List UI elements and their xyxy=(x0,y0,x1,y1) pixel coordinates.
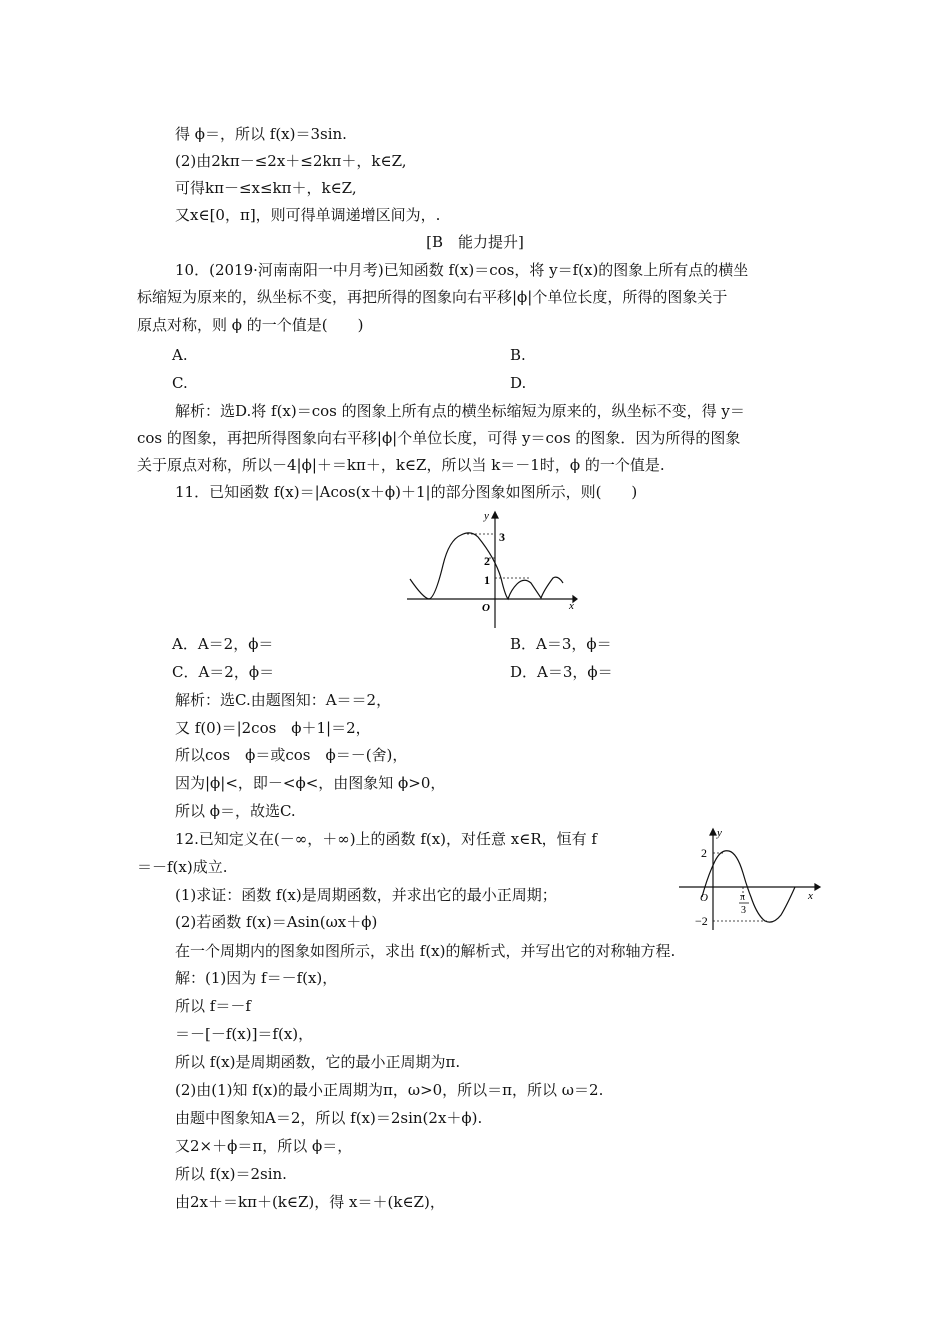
text-line: 得 ϕ＝，所以 f(x)＝3sin. xyxy=(175,125,347,143)
text-line: 由题中图象知A＝2，所以 f(x)＝2sin(2x＋ϕ). xyxy=(175,1109,483,1127)
option-b: B．A＝3，ϕ＝ xyxy=(510,635,612,653)
option-d: D．A＝3，ϕ＝ xyxy=(510,663,613,681)
text-line: 解：(1)因为 f＝－f(x)， xyxy=(175,969,338,987)
text-line: (1)求证：函数 f(x)是周期函数，并求出它的最小正周期； xyxy=(175,886,557,904)
option-a: A. xyxy=(172,346,188,364)
text-line: (2)由(1)知 f(x)的最小正周期为π，ω>0，所以＝π，所以 ω＝2. xyxy=(175,1081,604,1099)
text-line: ＝－[－f(x)]＝f(x)， xyxy=(175,1025,314,1043)
y-label: y xyxy=(484,510,489,522)
tick-2: 2 xyxy=(701,846,707,860)
graph-q11 xyxy=(405,510,585,630)
text-line: 标缩短为原来的，纵坐标不变，再把所得的图象向右平移|ϕ|个单位长度，所得的图象关于 xyxy=(137,288,728,306)
text-line: (2)由2kπ－≤2x＋≤2kπ＋，k∈Z, xyxy=(175,152,407,170)
text-line: 又x∈[0，π]，则可得单调递增区间为，. xyxy=(175,206,441,224)
tick-neg2: −2 xyxy=(695,914,708,928)
text-line: 由2x＋＝kπ＋(k∈Z)，得 x＝＋(k∈Z)， xyxy=(175,1193,445,1211)
solution-10: 解析：选D.将 f(x)＝cos 的图象上所有点的横坐标缩短为原来的，纵坐标不变，得 y＝ xyxy=(175,402,745,420)
origin-label: O xyxy=(482,602,490,614)
text-line: 在一个周期内的图象如图所示，求出 f(x)的解析式，并写出它的对称轴方程. xyxy=(175,942,676,960)
pi-label: π xyxy=(740,892,746,903)
text-line: 所以 f＝－f xyxy=(175,997,251,1015)
text-line: 所以 ϕ＝，故选C. xyxy=(175,802,296,820)
text-line: 所以 f(x)＝2sin. xyxy=(175,1165,287,1183)
option-d: D. xyxy=(510,374,527,392)
text-line: 原点对称，则 ϕ 的一个值是( ) xyxy=(137,316,364,334)
text-line: ＝－f(x)成立. xyxy=(137,858,228,876)
text-line: 所以cos ϕ＝或cos ϕ＝－(舍)， xyxy=(175,746,408,764)
tick-2: 2 xyxy=(484,554,490,568)
text-line: cos 的图象，再把所得图象向右平移|ϕ|个单位长度，可得 y＝cos 的图象．因为所得的图象 xyxy=(137,429,741,447)
option-c: C．A＝2，ϕ＝ xyxy=(172,663,275,681)
tick-3: 3 xyxy=(499,530,505,544)
text-line: 因为|ϕ|<，即－<ϕ<，由图象知 ϕ>0， xyxy=(175,774,446,792)
option-b: B. xyxy=(510,346,526,364)
y-label: y xyxy=(717,827,722,839)
text-line: 关于原点对称，所以－4|ϕ|＋＝kπ＋，k∈Z，所以当 k＝－1时，ϕ 的一个值是. xyxy=(137,456,665,474)
text-line: 又 f(0)＝|2cos ϕ＋1|＝2， xyxy=(175,719,371,737)
three-label: 3 xyxy=(741,905,746,916)
origin-label: O xyxy=(700,892,708,904)
text-line: (2)若函数 f(x)＝Asin(ωx＋ϕ) xyxy=(175,913,378,931)
question-12: 12.已知定义在(－∞，＋∞)上的函数 f(x)，对任意 x∈R，恒有 f xyxy=(175,830,597,848)
solution-11: 解析：选C.由题图知：A＝＝2， xyxy=(175,691,392,709)
text-line: 又2×＋ϕ＝π，所以 ϕ＝， xyxy=(175,1137,353,1155)
option-c: C. xyxy=(172,374,188,392)
text-line: 所以 f(x)是周期函数，它的最小正周期为π. xyxy=(175,1053,461,1071)
x-label: x xyxy=(808,890,813,902)
text-line: 可得kπ－≤x≤kπ＋，k∈Z, xyxy=(175,179,357,197)
option-a: A．A＝2，ϕ＝ xyxy=(172,635,274,653)
graph-q12 xyxy=(675,825,825,935)
question-11: 11．已知函数 f(x)＝|Acos(x＋ϕ)＋1|的部分图象如图所示，则( ) xyxy=(175,483,638,501)
section-heading: [B 能力提升] xyxy=(426,233,524,251)
tick-1: 1 xyxy=(484,573,490,587)
x-label: x xyxy=(569,600,574,612)
question-10: 10．(2019·河南南阳一中月考)已知函数 f(x)＝cos，将 y＝f(x)的图象上所有点的横坐 xyxy=(175,261,749,279)
